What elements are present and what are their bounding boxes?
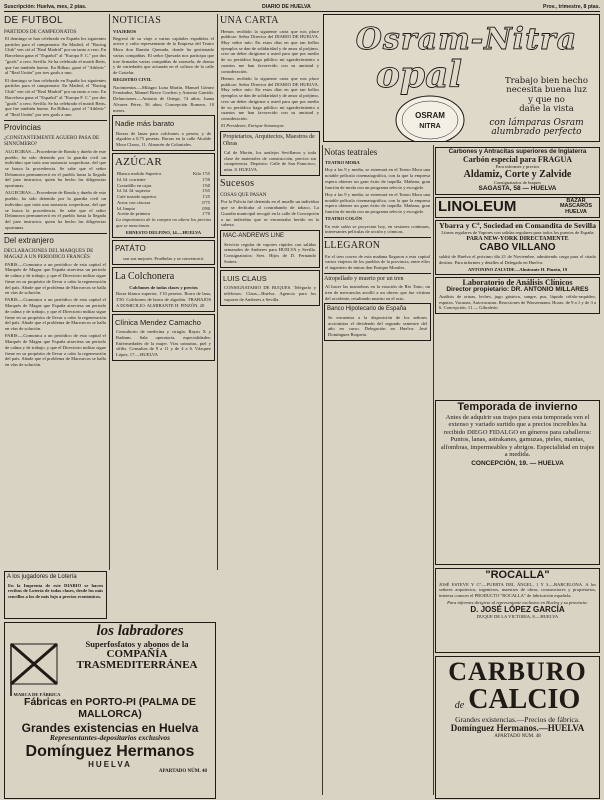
osram-ad [323,14,600,142]
potato-title: PATÁTO [115,243,146,253]
linoleum-shop: BAZAR MASCARÓS HUELVA [559,197,593,216]
registry-text: Nacimientos.—Milagro Luna Martín, Manuel Gómez Fernández, Manuel Bravo Cordero y Antonio Garrido. Defunciones.—Antonio de Ortega, 74 años; Juana Alvarez Pérez, 56 años; Concepción Romero, 10 meses. [113,84,214,113]
winter-title: Temporada de invierno [457,401,578,413]
football-title: DE FUTBOL [4,15,63,26]
column-2 [112,14,215,568]
newspaper-page [4,3,600,797]
bank-box [324,303,431,341]
lottery-text: En la Imprenta de este DIARIO se hacen recibos de Lotería de todas clases, desde los más sencillos a los de más lujo a precios económicos. [8,582,103,599]
lottery-title: A los jugadores de Lotería [7,574,77,580]
new-york-line: PARA NEW-YORK DIRECTAMENTE [466,235,569,242]
foreign-title: Del extranjero [4,235,54,245]
trasmediterranea-ad [4,622,216,799]
claus-text: CONSIGNATARIO DE BUQUES. Telégrafo y teléfonos: Claus—Huelva. Agencia para los vapores de Amberes a Sevilla. [224,285,316,302]
events-title: Sucesos [220,178,255,190]
clinic-text: Consultorio de medicina y cirugía. Rayos X y Radium. Sala operatoria, especialidades: Enfermedades de la mujer. Vías urinarias, piel y sífilis. Consultas de 9 a 11 y de 4 a 6. Vázquez López, 17.—HUELVA [116,329,211,358]
representantes: Representantes-depositarios exclusivos [49,733,171,743]
newspaper-title: DIARIO DE HUELVA [262,4,311,10]
theatre-title: Notas teatrales [324,147,378,157]
sugar-note: La importancia de la compra no altera los precios que se mencionan. [116,216,211,228]
lines-box [220,230,320,268]
sugar-box [112,153,215,237]
winter-ad [435,400,600,565]
registry-title: REGISTRO CIVIL [113,77,152,83]
claus-box [220,270,320,306]
linoleum-title: LINOLEUM [438,198,517,216]
arrival-text: En el tren correo de esta mañana llegaron a esta capital varios viajeros de los pueblos de la provincia, entre ellos el ingeniero de minas don Enrique Morales. [325,253,430,271]
news-text: Regresó de su viaje a varias capitales españolas el activo y culto representante de la Empresa del Teatro Mora don Ramón Quesada, donde ha gestionado varias compañías. El señor Quesada nos participa que trae firmadas varias compañías de zarzuela, de drama y de variedades que actuarán en el coliseo de la calle de Castelar. [113,35,214,76]
column-5 [435,145,600,316]
sugar-row: Id. limpio 0'80 [117,205,210,211]
ship-flag-icon [7,640,61,698]
claus-title: LUIS CLAUS [223,274,267,284]
foreign-text-cont2: PARIS.—Comunica a un periódico de esta capital el Marqués de Magaz que España atraviesa un periodo de calma y de trabajo, y que el Directorio militar sigue firme en su propósito de llevar a cabo la regeneración del país. Añade que el problema de Marruecos se halla en vías de solución. [5,333,106,368]
column-rule [322,145,323,795]
existencias: Grandes existencias en Huelva [21,720,199,735]
lamp-label-osram: OSRAM [415,111,445,120]
bank-title: Banco Hipotecario de España [327,306,407,313]
carburo-title: CARBURO [448,657,587,686]
zalvide-contact: ANTONINO ZALVIDE—Almirante H. Pinzón, 19 [467,266,568,272]
sugar-address: ERNESTO DELFINO, 14.—HUELVA [125,229,202,235]
foreign-subtitle: DECLARACIONES DEL MARQUES DE MAGAZ A UN PERIODICO FRANCÉS [4,247,94,261]
calcio-de: de [454,700,465,712]
fragua-text: Para informes y precios [495,163,540,169]
lines-title: MAC-ANDREWS LINE [223,233,285,240]
owners-text: Cal de Morón, los azulejos Sevillanos y toda clase de materiales de construcción, precios sin competencia. Depósito: Calle de San Francisco, núm. 8. HUELVA [224,149,316,173]
theatre-subtitle: TEATRO MORA [325,160,360,166]
provinces-subtitle: ¿CONSTANTEMENTE AGUERO PASA DE SINNÚMERO? [4,134,100,148]
owners-box [220,131,320,176]
football-subtitle: PARTIDOS DE CAMPEONATOS [4,28,77,35]
column-1 [4,14,107,568]
divider [4,120,107,121]
sugar-row: Cortadillo en cajas 1'60 [117,182,210,188]
column-rule [433,145,434,795]
events-subtitle: COSAS QUE PASAN [220,191,267,198]
divider [4,233,107,234]
ybarra-title: Ybarra y Cª, Sociedad en Comandita de Sevilla [439,220,596,230]
letter-title: UNA CARTA [220,15,279,26]
porto-pi: Fábricas en PORTO-PI (PALMA DE MALLORCA) [24,696,196,720]
carburo-text: Grandes existencias.—Precios de fábrica. [455,714,580,724]
aldamiz-address: SAGASTA, 58 — HUELVA [478,184,557,192]
calcio-row [438,685,597,714]
colchonera-box [112,267,215,312]
arrival-title: LLEGARON [324,240,381,252]
events-text: Por la Policía fué detenido en el muelle un individuo que se dedicaba al contrabando de tabaco. La Guardia municipal recogió en la calle de Concepción a un individuo que se encontraba herido en la cabeza. [221,199,319,228]
cheap-text: Borras de lanas para colchones a peseta, y de algodón a 0,75 pesetas. Borras en la calle Alcalde Mora Claros, 11. Almacén de Coloniales. [116,130,211,148]
accident-text: Al hacer las maniobras en la estación de Río Tinto, un tren de mercancías arrolló a un obrero que fue víctima del accidente, resultando muerto en el acto. [325,284,430,301]
ybarra-text: Líneas regulares de Vapores con salidas regulares para todos los puertos de España [441,230,594,236]
trasmed-text [61,640,213,672]
provinces-title: Provincias [4,122,41,132]
lab-title: Laboratorio de Análisis Clínicos [462,277,573,287]
colon-text: En este salón se proyectan hoy, en sesiones continuas, interesantes películas de acción y cómicas. [325,223,430,235]
news-subtitle: VIAJEROS [113,28,137,34]
lottery-box [4,571,107,619]
trasmed-name: COMPAÑÍA TRASMEDITERRÁNEA [76,647,198,672]
trademark-label: MARCA DE FÁBRICA [13,691,61,697]
sugar-title: AZÚCAR [115,156,163,169]
clinic-box [112,314,215,362]
aldamiz-name: Aldamiz, Corte y Zalvide [463,168,572,180]
fragua-box [435,147,600,195]
lab-director: Director propietario: DR. ANTONIO MILLARES [446,285,589,293]
province-subscription: Prov., trimestre, 8 ptas. [543,4,600,10]
column-rule [217,14,218,570]
bank-text: Se encuentra a la disposición de los señores accionistas el dividendo del segundo semestre del año en curso. Delegación en Huelva: José Domínguez Roqueta. [328,314,427,338]
sugar-row: Cafe tostado superior 1'25 [117,194,210,200]
colon-subtitle: TEATRO COLÓN [325,216,363,222]
owners-title: Propietarios, Arquitectos, Maestros de Obras [223,133,315,148]
letter-signature: El Presidente, Enrique Sotomayor. [221,123,285,129]
potato-box [112,240,215,265]
column-3 [220,14,320,568]
jose-address: DUQUE DE LA VICTORIA, 8.—HUELVA [476,614,559,620]
trasmed-row [7,640,213,698]
colchonera-text: Borra blanca superior, 1'10 pesetas. Borra de lana, 3'50. Colchones de borra de algodón. TRABAJOS A DOMICILIO. ALMIRANTE H. PINZÓN, 20 [116,291,211,308]
dominguez-city: HUELVA [88,759,132,769]
osram-slogan: Trabajo bien hecho necesita buena luz y que no dañe la vista [505,76,588,115]
letter-text: Hemos recibido la siguiente carta que nos place publicar: Señor Director del DIARIO DE HUELVA. Muy señor mío: En estos días en que tan bellos ejemplos se dan de solidaridad y de amor al prójimo, creo un deber dirigirme a usted para que por medio de su periódico haga público mi agradecimiento a cuantos me han favorecido con su amistad y consideración. [221,28,319,74]
rocalla-text: JOSÉ ESTEVE Y Cª.—PUERTA DEL ÁNGEL, 1 Y 3.—BARCELONA. A los señores arquitectos, ingenieros, maestros de obras, constructores y propietarios, interesa conocer el PRODUCTO "ROCALLA" de fabricación española. [439,581,596,599]
cabo-villano: CABO VILLANO [479,242,556,254]
sugar-row: Aceite de primera 1'70 [117,211,210,217]
subscription-info: Suscripción: Huelva, mes, 2 ptas. [4,4,87,10]
cheap-title: Nadie más barato [115,119,175,129]
page-header [4,3,600,12]
news-title: NOTICIAS [112,15,162,26]
theatre-text: Hoy a las 9 y media, se estrenará en el Teatro Mora una notable película cinematográfica, con la que la empresa espera obtener un gran éxito de taquilla. Mañana, gran función de moda con un programa selecto y escogido. [325,167,430,190]
provinces-text: ALGECIRAS.—Procedente de Ronda y dueño de este pueblo, ha sido detenido por la guardia civil un individuo que traía una sustancia sospechosa, del que se busca la procedencia. Se sabe que el señor Delamorra permanecerá en el pueblo hasta la llegada del juez instructor, quien ha hecho las diligencias oportunas. [5,148,106,189]
calcio-title: CALCIO [468,684,581,716]
column-rule [109,14,110,570]
ybarra-box [435,220,600,275]
theatre-text-cont: Hoy a las 9 y media, se estrenará en el Teatro Mora una notable película cinematográfica, con la que la empresa espera obtener un gran éxito de taquilla. Mañana, gran función de moda con un programa selecto y escogido. [325,191,430,215]
column-4 [324,145,431,797]
provinces-text-cont: ALGECIRAS.—Procedente de Ronda y dueño de este pueblo, ha sido detenido por la guardia civil un individuo que traía una sustancia sospechosa, del que se busca la procedencia. Se sabe que el señor Delamorra permanecerá en el pueblo hasta la llegada del juez instructor, quien ha hecho las diligencias oportunas. [5,190,106,230]
apartado: APARTADO NÚM. 48 [158,769,207,775]
fragua-subtitle: Carbón especial para FRAGUA [462,154,573,164]
potato-text: son sus mejores. Pruébelas y se convencerá. [123,255,204,261]
winter-address: CONCEPCIÓN, 19. — HUELVA [471,459,564,467]
divider [324,273,431,274]
foreign-text-cont: PARIS.—Comunica a un periódico de esta capital el Marqués de Magaz que España atraviesa un periodo de calma y de trabajo, y que el Directorio militar sigue firme en su propósito de llevar a cabo la regeneración del país. Añade que el problema de Marruecos se halla en vías de solución. [5,297,106,332]
aldamiz-subtitle: Consignatarios de buques [493,180,542,186]
dominguez-name: Domínguez Hermanos [25,742,195,760]
linoleum-box [435,197,600,218]
colchonera-subtitle: Colchones de todas clases y precios [129,285,198,291]
sugar-row: Id. Id. corriente 1'50 [117,176,210,182]
rocalla-rep: Para informes dirigirse al representante exclusivo en Huelva y su provincia: [447,600,588,606]
lines-text: Servicio regular de vapores rápidos con salidas semanales de Amberes para HUELVA y Sevilla. Consignatarios: Sres. Hijos de D. Fernando Suárez. [224,241,316,264]
cheap-box [112,115,215,151]
football-text: El domingo se han celebrado en España los siguientes partidos para el campeonato: En Madrid, el "Racing Club" ven ció al "Real Madrid" por un tanto a cero. En Barcelona gana el "Español" al "Europa F. C." por dos "goals" a cero. Sevilla. Se ha celebrado el match Betis, que fue también bueno. En Bilbao, ganó el "Athletic" al "Real Unión" por tres goals a uno. [5,36,106,76]
jose-lopez: D. JOSÉ LÓPEZ GARCÍA [470,604,565,614]
lab-text: Análisis de orinas, leches, jugo gástrico, sangre, pus, líquido céfalo-raquídeo, esputos. Vacunas, Autovacunas. Reacciones de Wassermann. Horas: de 9 a 1 y de 3 a 6. Concepción, 11 — Gibraleón [439,293,596,311]
accident-title: Atropellado y muerto por un tren [324,275,404,282]
osram-brand: Osram-Nitra [355,22,578,57]
fragua-title: Carbones y Antracitas superiores de Inglaterra [448,148,587,155]
osram-footer: con lámparas Osram alumbrado perfecto [489,118,584,138]
sugar-row: Arroz con cáscara 0'75 [117,199,210,205]
sugar-row: Blanco molido Superior Kilo 1'55 [117,171,210,177]
labradores-sub: Superfosfatos y abonos de la [85,638,189,649]
lamp-icon [394,90,466,142]
rocalla-ad [435,568,600,653]
clinic-title: Clínica Mendez Camacho [115,317,201,327]
winter-text: Antes de adquirir sus trajes para esta temporada ven el extenso y variado surtido que a precios increíbles ha recibido DIEGO FIDALGO en géneros para caballeros: Puntos, lanas, astrakanes, gamuzas, pieles, mantas, alfombras, impermeables y abrigos. Especialidad en trajes a medida. [440,413,595,459]
football-text-cont: El domingo se han celebrado en España los siguientes partidos para el campeonato: En Madrid, el "Racing Club" ven ció al "Real Madrid" por un tanto a cero. En Barcelona gana el "Español" al "Europa F. C." por dos "goals" a cero. Sevilla. Se ha celebrado el match Betis, que fue también bueno. En Bilbao, ganó el "Athletic" al "Real Unión" por tres goals a uno. [5,77,106,118]
colchonera-title: La Colchonera [115,270,175,282]
carburo-dominguez: Domínguez Hermanos.—HUELVA [450,723,585,734]
lab-box [435,277,600,315]
lamp-label-nitra: NITRA [419,123,441,130]
foreign-text: PARIS.—Comunica a un periódico de esta capital el Marqués de Magaz que España atraviesa un periodo de calma y de trabajo, y que el Directorio militar sigue firme en su propósito de llevar a cabo la regeneración del país. Añade que el problema de Marruecos se halla en vías de solución. [5,261,106,296]
rocalla-title: "ROCALLA" [485,569,550,581]
letter-text-cont: Hemos recibido la siguiente carta que nos place publicar: Señor Director del DIARIO DE HUELVA. Muy señor mío: En estos días en que tan bellos ejemplos se dan de solidaridad y de amor al prójimo, creo un deber dirigirme a usted para que por medio de su periódico haga público mi agradecimiento a cuantos me han favorecido con su amistad y consideración. [221,75,319,122]
carburo-ad [435,656,600,799]
divider [324,237,431,238]
osram-opal: opal [375,54,463,96]
cabo-text: saldrá de Huelva el próximo día 21 de Noviembre, admitiendo carga para el citado destino. Para informes y detalles al Delegado en Huelva: [439,253,596,265]
sugar-row: Id. Id. Id. superior 1'65 [117,188,210,194]
carburo-apartado: APARTADO NUM. 48 [494,733,541,739]
labradores-title: los labradores [96,623,184,639]
linoleum-row [438,199,597,216]
